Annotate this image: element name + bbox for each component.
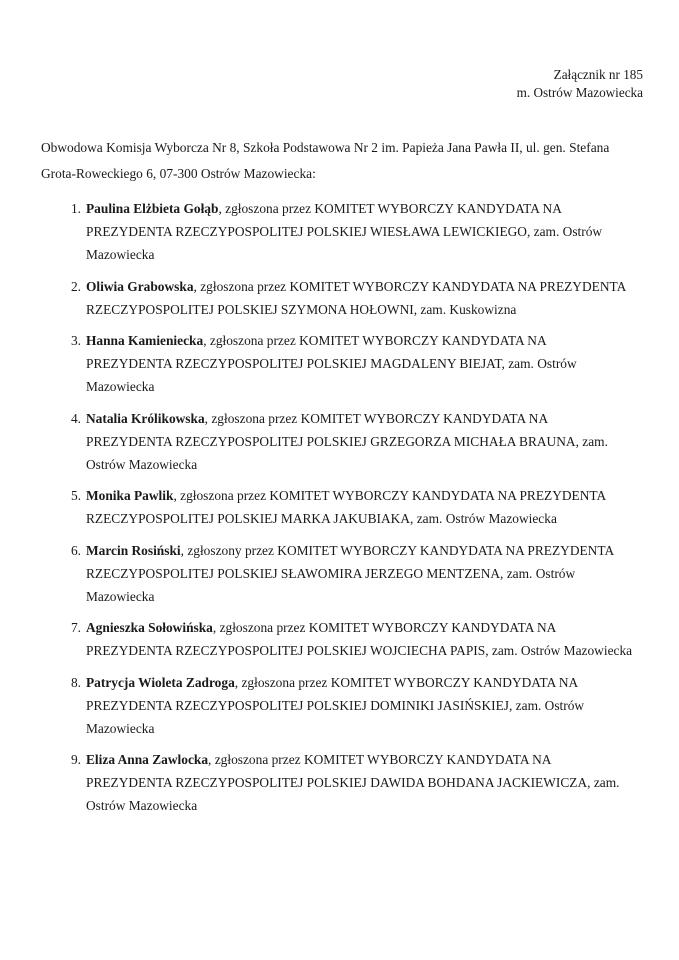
candidate-submitted-by-label: , zgłoszona przez xyxy=(204,410,301,426)
candidate-name: Patrycja Wioleta Zadroga xyxy=(86,674,235,690)
candidate-name: Paulina Elżbieta Gołąb xyxy=(86,201,219,216)
candidate-number: 3. xyxy=(70,333,81,348)
candidate-entry xyxy=(41,748,635,817)
candidate-residence: , zam. Ostrów Mazowiecka xyxy=(86,775,620,813)
candidate-residence: , zam. Ostrów Mazowiecka xyxy=(86,356,577,394)
candidate-name: Hanna Kamieniecka xyxy=(86,333,204,348)
candidate-residence: , zam. Ostrów Mazowiecka xyxy=(86,565,576,604)
candidate-residence: , zam. Ostrów Mazowiecka xyxy=(485,643,633,658)
candidate-entry xyxy=(41,671,635,740)
candidate-name: Eliza Anna Zawlocka xyxy=(86,752,209,767)
candidate-submitted-by-label: , zgłoszona przez xyxy=(212,620,309,635)
candidate-number: 9. xyxy=(70,752,81,767)
candidate-submitted-by-label: , zgłoszona przez xyxy=(203,333,300,348)
candidate-number: 7. xyxy=(70,620,81,635)
candidate-submitted-by-label: , zgłoszona przez xyxy=(173,488,270,503)
candidate-submitted-by-label: , zgłoszona przez xyxy=(218,201,315,216)
candidate-entry xyxy=(41,484,679,530)
candidate-name: Natalia Królikowska xyxy=(86,410,205,426)
candidate-entry xyxy=(41,197,635,266)
candidate-name: Oliwia Grabowska xyxy=(86,278,194,294)
candidate-residence: , zam. Ostrów Mazowiecka xyxy=(410,511,557,526)
candidate-committee-name: KOMITET WYBORCZY KANDYDATA NA PREZYDENTA RZECZYPOSPOLITEJ POLSKIEJ GRZEGORZA MICHAŁA BRAUNA xyxy=(86,410,576,449)
municipality-name: m. Ostrów Mazowiecka xyxy=(516,85,643,100)
candidate-committee-name: KOMITET WYBORCZY KANDYDATA NA PREZYDENTA RZECZYPOSPOLITEJ POLSKIEJ SŁAWOMIRA JERZEGO MENTZENA xyxy=(86,542,614,581)
candidate-entry xyxy=(41,407,635,476)
candidate-number: 5. xyxy=(70,488,81,503)
candidate-submitted-by-label: , zgłoszony przez xyxy=(180,542,278,558)
candidate-number: 2. xyxy=(70,278,81,294)
candidate-entry xyxy=(41,616,635,662)
candidate-residence: , zam. Kuskowizna xyxy=(413,301,517,317)
candidate-committee-name: KOMITET WYBORCZY KANDYDATA NA PREZYDENTA RZECZYPOSPOLITEJ POLSKIEJ SZYMONA HOŁOWNI xyxy=(86,278,626,317)
candidate-committee-name: KOMITET WYBORCZY KANDYDATA NA PREZYDENTA RZECZYPOSPOLITEJ POLSKIEJ WIESŁAWA LEWICKIEGO xyxy=(86,201,562,239)
candidate-name: Marcin Rosiński xyxy=(86,542,181,558)
candidate-entry xyxy=(41,539,635,608)
candidate-name: Agnieszka Sołowińska xyxy=(86,620,213,635)
candidate-number: 6. xyxy=(70,542,81,558)
candidate-residence: , zam. Ostrów Mazowiecka xyxy=(86,697,585,736)
attachment-number: Załącznik nr 185 xyxy=(553,67,643,82)
candidate-committee-name: KOMITET WYBORCZY KANDYDATA NA PREZYDENTA RZECZYPOSPOLITEJ POLSKIEJ MAGDALENY BIEJAT xyxy=(86,333,546,371)
candidate-residence: , zam. Ostrów Mazowiecka xyxy=(86,433,608,472)
candidate-submitted-by-label: , zgłoszona przez xyxy=(193,278,290,294)
candidate-residence: , zam. Ostrów Mazowiecka xyxy=(86,224,603,262)
candidate-committee-name: KOMITET WYBORCZY KANDYDATA NA PREZYDENTA RZECZYPOSPOLITEJ POLSKIEJ MARKA JAKUBIAKA xyxy=(86,488,606,526)
candidate-name: Monika Pawlik xyxy=(86,488,174,503)
candidate-entry xyxy=(41,329,635,398)
candidate-committee-name: KOMITET WYBORCZY KANDYDATA NA PREZYDENTA RZECZYPOSPOLITEJ POLSKIEJ DOMINIKI JASIŃSKIEJ xyxy=(86,674,578,713)
candidate-submitted-by-label: , zgłoszona przez xyxy=(234,674,331,690)
candidate-number: 8. xyxy=(70,674,81,690)
candidate-committee-name: KOMITET WYBORCZY KANDYDATA NA PREZYDENTA RZECZYPOSPOLITEJ POLSKIEJ DAWIDA BOHDANA JACKIEWICZA xyxy=(86,752,588,790)
document-header xyxy=(0,66,643,102)
candidate-number: 4. xyxy=(70,410,81,426)
candidate-number: 1. xyxy=(70,201,81,216)
candidate-committee-name: KOMITET WYBORCZY KANDYDATA NA PREZYDENTA RZECZYPOSPOLITEJ POLSKIEJ WOJCIECHA PAPIS xyxy=(86,620,556,658)
candidate-list xyxy=(41,197,635,826)
candidate-submitted-by-label: , zgłoszona przez xyxy=(208,752,304,767)
commission-intro-paragraph: Obwodowa Komisja Wyborcza Nr 8, Szkoła Podstawowa Nr 2 im. Papieża Jana Pawła II, ul. gen. Stefana Grota-Roweckiego 6, 07-300 Ostrów Mazowiecka: xyxy=(41,140,610,181)
candidate-entry xyxy=(41,275,635,321)
